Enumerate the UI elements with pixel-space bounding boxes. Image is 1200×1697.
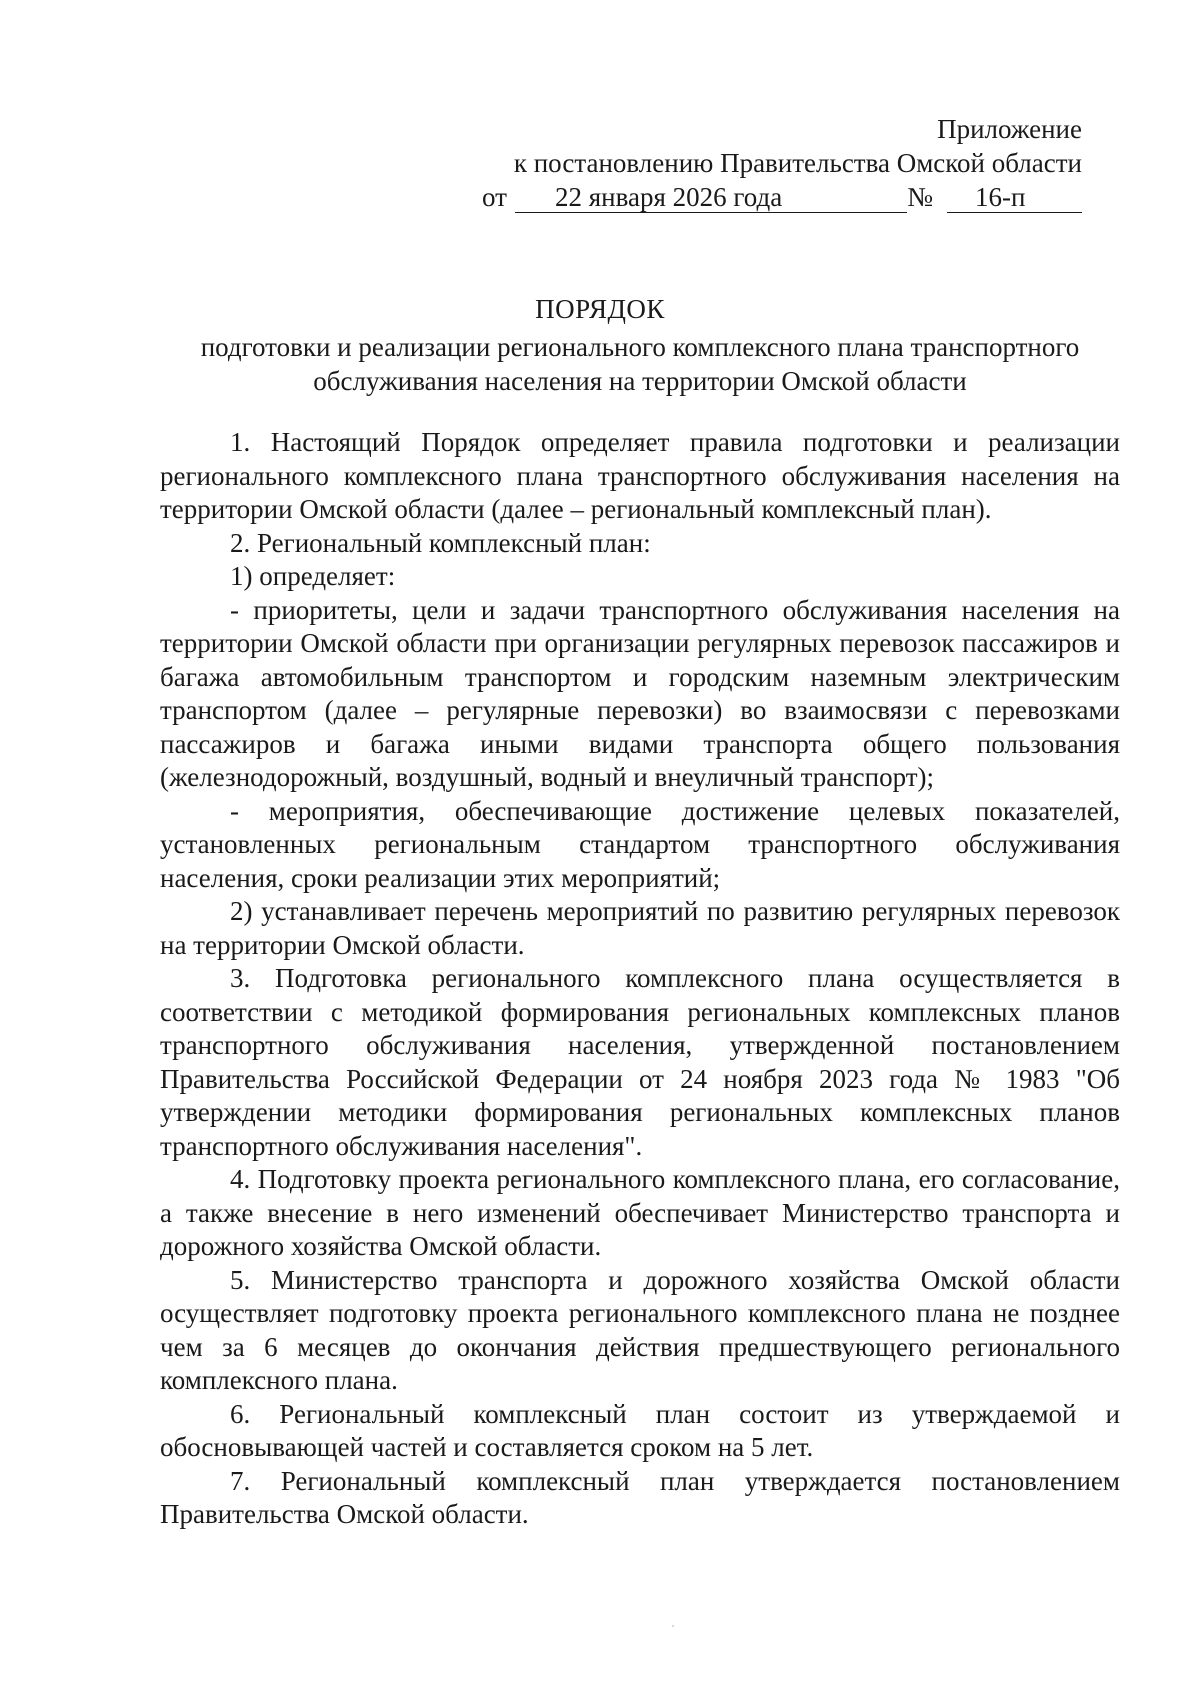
paragraph: - приоритеты, цели и задачи транспортного обслуживания населения на территории Омской области при организации регулярных перевозок пассажиров и багажа автомобильным транспортом и городским наземным электрическим транспортом (далее – регулярные перевозки) во взаимосвязи с перевозками пассажиров и багажа иными видами транспорта общего пользования (железнодорожный, воздушный, водный и внеуличный транспорт); xyxy=(160,594,1120,792)
paragraph: 3. Подготовка регионального комплексного плана осуществляется в соответствии с методикой формирования региональных комплексных планов транспортного обслуживания населения, утвержденной постановлением Правительства Российской Федерации от 24 ноября 2023 года № 1983 "Об утверждении методики формирования региональных комплексных планов транспортного обслуживания населения". xyxy=(160,963,1120,1161)
scan-speck xyxy=(672,1625,674,1627)
paragraph: - мероприятия, обеспечивающие достижение целевых показателей, установленных региональным стандартом транспортного обслуживания населения, сроки реализации этих мероприятий; xyxy=(160,795,1120,893)
appendix-reference: к постановлению Правительства Омской области xyxy=(513,148,1082,178)
appendix-date-line xyxy=(482,180,1082,214)
paragraph: 4. Подготовку проекта регионального комплексного плана, его согласование, а также внесение в него изменений обеспечивает Министерство транспорта и дорожного хозяйства Омской области. xyxy=(160,1164,1120,1261)
number-sign: № xyxy=(907,182,933,212)
resolution-date: 22 января 2026 года xyxy=(515,182,907,213)
paragraph: 5. Министерство транспорта и дорожного хозяйства Омской области осуществляет подготовку проекта регионального комплексного плана не позднее чем за 6 месяцев до окончания действия предшествующего регионального комплексного плана. xyxy=(160,1264,1120,1395)
paragraph: 7. Региональный комплексный план утверждается постановлением Правительства Омской области. xyxy=(160,1465,1120,1529)
paragraph: 2. Региональный комплексный план: xyxy=(230,527,651,558)
paragraph: 1. Настоящий Порядок определяет правила подготовки и реализации регионального комплексного плана транспортного обслуживания населения на территории Омской области (далее – региональный комплексный план). xyxy=(160,427,1120,524)
from-label: от xyxy=(482,182,507,212)
document-subtitle: подготовки и реализации регионального комплексного плана транспортного обслуживания населения на территории Омской области xyxy=(200,332,1080,396)
paragraph: 1) определяет: xyxy=(230,561,396,591)
appendix-label: Приложение xyxy=(937,114,1082,144)
resolution-number: 16-п xyxy=(947,182,1082,213)
paragraph: 2) устанавливает перечень мероприятий по развитию регулярных перевозок на территории Омской области. xyxy=(160,896,1120,960)
document-title: ПОРЯДОК xyxy=(535,294,665,324)
appendix-header xyxy=(482,112,1082,214)
paragraph: 6. Региональный комплексный план состоит из утверждаемой и обосновывающей частей и составляется сроком на 5 лет. xyxy=(160,1398,1120,1462)
document-body xyxy=(160,426,1120,1532)
